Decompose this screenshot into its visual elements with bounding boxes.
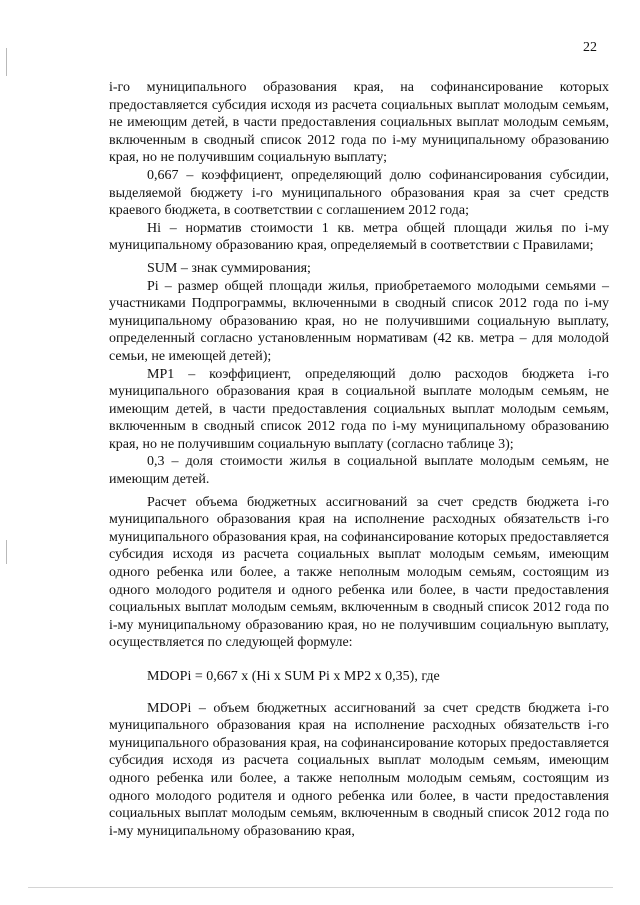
paragraph-mdop-definition: MDOPi – объем бюджетных ассигнований за счет средств бюджета i-го муниципального образования края на исполнение расходных обязательств i-го муниципального образования края, на софинансирование которых предоставляется субсидия исходя из расчета социальных выплат молодым семьям, имеющим одного ребенка или более, а также неполным молодым семьям, состоящим из одного молодого родителя и одного ребенка или более, в части предоставления социальных выплат молодым семьям, включенным в сводный список 2012 года по i-му муниципальному образованию края, xyxy=(109,700,609,839)
scan-edge-mark-top xyxy=(6,48,7,76)
paragraph-hi-definition: Hi – норматив стоимости 1 кв. метра общей площади жилья по i-му муниципальному образованию края, определяемый в соответствии с Правилами; xyxy=(109,220,609,254)
paragraph-mp1-definition: MP1 – коэффициент, определяющий долю расходов бюджета i-го муниципального образования края в социальной выплате молодым семьям, не имеющим детей, в части предоставления социальных выплат молодым семьям, включенным в сводный список 2012 года по i-му муниципальному образованию края, но не получившим социальную выплату (согласно таблице 3); xyxy=(109,366,609,452)
page-number: 22 xyxy=(583,40,597,55)
paragraph-coefficient-0667: 0,667 – коэффициент, определяющий долю софинансирования субсидии, выделяемой бюджету i-го муниципального образования края за счет средств краевого бюджета, в соответствии с соглашением 2012 года; xyxy=(109,167,609,219)
paragraph-share-definition: 0,3 – доля стоимости жилья в социальной выплате молодым семьям, не имеющим детей. xyxy=(109,454,609,488)
paragraph-pi-definition: Pi – размер общей площади жилья, приобретаемого молодыми семьями – участниками Подпрограммы, включенными в сводный список 2012 года по i-му муниципальному образованию края, но не получившими социальную выплату, определенный согласно установленным нормативам (42 кв. метра – для молодой семьи, не имеющей детей); xyxy=(109,278,609,364)
paragraph-sum-definition: SUM – знак суммирования; xyxy=(147,260,311,276)
formula-mdop: MDOPi = 0,667 x (Hi x SUM Pi x MP2 x 0,35), где xyxy=(147,669,440,684)
document-text xyxy=(109,79,609,840)
paragraph-continuation: i-го муниципального образования края, на софинансирование которых предоставляется субсидия исходя из расчета социальных выплат молодым семьям, не имеющим детей, в части предоставления социальных выплат молодым семьям, включенным в сводный список 2012 года по i-му муниципальному образованию края, но не получившим социальную выплату; xyxy=(109,80,609,166)
scan-bottom-rule xyxy=(28,887,613,888)
paragraph-calculation-intro: Расчет объема бюджетных ассигнований за счет средств бюджета i-го муниципального образования края на исполнение расходных обязательств i-го муниципального образования края, на софинансирование которых предоставляется субсидия исходя из расчета социальных выплат молодым семьям, имеющим одного ребенка или более, а также неполным молодым семьям, состоящим из одного молодого родителя и одного ребенка или более, в части предоставления социальных выплат молодым семьям, включенным в сводный список 2012 года по i-му муниципальному образованию края, но не получившим социальную выплату, осуществляется по следующей формуле: xyxy=(109,494,609,651)
scan-edge-mark-middle xyxy=(6,540,7,564)
